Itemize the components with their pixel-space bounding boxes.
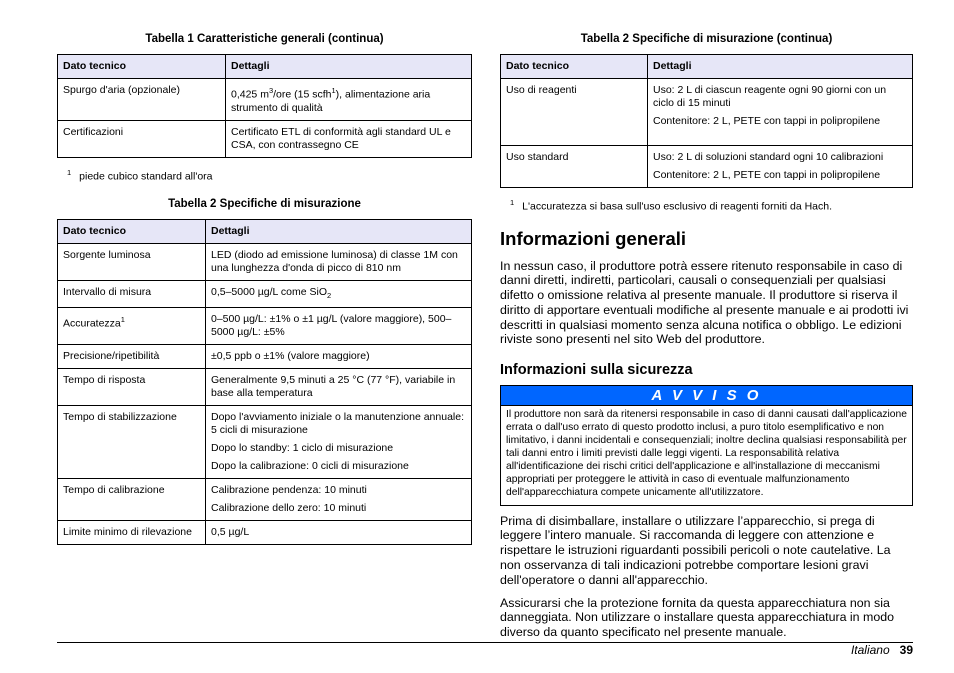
row-key: Tempo di stabilizzazione xyxy=(58,406,206,479)
row-value: 0,5 µg/L xyxy=(206,521,472,545)
col-header-details: Dettagli xyxy=(226,55,472,79)
row-key: Sorgente luminosa xyxy=(58,244,206,281)
row-value: Generalmente 9,5 minuti a 25 °C (77 °F), variabile in base alla temperatura xyxy=(206,369,472,406)
warning-box xyxy=(500,385,913,505)
general-info-text: In nessun caso, il produttore potrà essere ritenuto responsabile in caso di danni diretti, indiretti, particolari, causali o consequenziali per qualsiasi difetto o omissione relativa al presente manuale. Il produttore si riserva il diritto di apportare eventuali modifiche al presente manuale e ai prodotti ivi descritti in qualsiasi momento senza alcuna notifica o obbligo. Le edizioni riviste sono presenti nel sito Web del produttore. xyxy=(500,258,909,347)
table-row xyxy=(58,281,472,308)
table-row xyxy=(58,345,472,369)
col-header-details: Dettagli xyxy=(206,220,472,244)
row-value: LED (diodo ad emissione luminosa) di classe 1M con una lunghezza d'onda di picco di 810 nm xyxy=(206,244,472,281)
footer-divider xyxy=(57,642,913,643)
row-key: Uso di reagenti xyxy=(501,79,648,146)
table-row xyxy=(501,146,913,188)
table-header-row xyxy=(501,55,913,79)
row-value: ±0,5 ppb o ±1% (valore maggiore) xyxy=(206,345,472,369)
table-header-row xyxy=(58,220,472,244)
table-row xyxy=(58,479,472,521)
row-value: Certificato ETL di conformità agli standard UL e CSA, con contrassegno CE xyxy=(226,120,472,157)
safety-paragraph-2: Assicurarsi che la protezione fornita da questa apparecchiatura non sia danneggiata. Non utilizzare o installare questa apparecchiatura in modo diverso da quanto specificato nel presente manuale. xyxy=(500,595,894,640)
table-row xyxy=(501,79,913,146)
row-key: Spurgo d'aria (opzionale) xyxy=(58,79,226,121)
safety-info-heading: Informazioni sulla sicurezza xyxy=(500,362,693,379)
col-header-key: Dato tecnico xyxy=(58,220,206,244)
table1-footnote: $^1$ piede cubico standard all'ora xyxy=(67,167,213,182)
row-key: Tempo di risposta xyxy=(58,369,206,406)
table-header-row xyxy=(58,55,472,79)
table2-continued xyxy=(500,54,913,188)
table1 xyxy=(57,54,472,158)
row-key: Certificazioni xyxy=(58,120,226,157)
table-row xyxy=(58,120,472,157)
row-key: Uso standard xyxy=(501,146,648,188)
table2-caption: Tabella 2 Specifiche di misurazione xyxy=(168,198,361,210)
footer-language: Italiano xyxy=(850,643,890,657)
table2 xyxy=(57,219,472,545)
right-column xyxy=(500,32,913,648)
row-value: Calibrazione pendenza: 10 minuti Calibrazione dello zero: 10 minuti xyxy=(206,479,472,521)
row-value: Uso: 2 L di soluzioni standard ogni 10 calibrazioni Contenitore: 2 L, PETE con tappi in polipropilene xyxy=(648,146,913,188)
table-row xyxy=(58,308,472,345)
row-key: Limite minimo di rilevazione xyxy=(58,521,206,545)
left-column xyxy=(57,32,472,545)
table1-caption: Tabella 1 Caratteristiche generali (continua) xyxy=(145,33,384,45)
col-header-details: Dettagli xyxy=(648,55,913,79)
table2cont-caption: Tabella 2 Specifiche di misurazione (continua) xyxy=(580,33,833,45)
table-row xyxy=(58,521,472,545)
row-key: Accuratezza$^1$ xyxy=(58,308,206,345)
row-key: Intervallo di misura xyxy=(58,281,206,308)
col-header-key: Dato tecnico xyxy=(58,55,226,79)
row-value: 0,5–5000 µg/L come SiO$_2$ xyxy=(206,281,472,308)
row-value: 0,425 $m^3$/ore (15 scfh$^1$), alimentazione aria strumento di qualità xyxy=(226,79,472,121)
safety-paragraph-1: Prima di disimballare, installare o utilizzare l’apparecchio, si prega di leggere l’intero manuale. Si raccomanda di leggere con attenzione e rispettare le istruzioni riguardanti possibili pericoli o note cautelative. La non osservanza di tali indicazioni potrebbe comportare lesioni gravi dell'operatore o danni all'apparecchio. xyxy=(500,513,891,587)
row-key: Tempo di calibrazione xyxy=(58,479,206,521)
warning-text: Il produttore non sarà da ritenersi responsabile in caso di danni causati dall'applicazione errata o dall'uso errato di questo prodotto inclusi, a puro titolo esemplificativo e non limitativo, i danni incidentali e consequenziali; inoltre declina qualsiasi responsabilità per tali danni entro i limiti previsti dalle leggi vigenti. La responsabilità relativa all'identificazione dei rischi critici dell'applicazione e all'installazione di meccanismi appropriati per proteggere le attività in caso di eventuale malfunzionamento dell'apparecchiatura compete unicamente all'utilizzatore. xyxy=(506,409,907,498)
page-number: 39 xyxy=(899,643,913,657)
col-header-key: Dato tecnico xyxy=(501,55,648,79)
table-row xyxy=(58,406,472,479)
row-value: Dopo l'avviamento iniziale o la manutenzione annuale: 5 cicli di misurazione Dopo lo standby: 1 ciclo di misurazione Dopo la calibrazione: 0 cicli di misurazione xyxy=(206,406,472,479)
row-value: 0–500 µg/L: ±1% o ±1 µg/L (valore maggiore), 500–5000 µg/L: ±5% xyxy=(206,308,472,345)
table-row xyxy=(58,369,472,406)
page-footer xyxy=(851,643,913,658)
table2cont-footnote: $^1$ L'accuratezza si basa sull'uso esclusivo di reagenti forniti da Hach. xyxy=(510,198,833,213)
warning-label: A V V I S O xyxy=(501,386,912,406)
row-key: Precisione/ripetibilità xyxy=(58,345,206,369)
table-row xyxy=(58,244,472,281)
row-value: Uso: 2 L di ciascun reagente ogni 90 giorni con un ciclo di 15 minuti Contenitore: 2 L, PETE con tappi in polipropilene xyxy=(648,79,913,146)
table-row xyxy=(58,79,472,121)
general-info-heading: Informazioni generali xyxy=(500,227,687,249)
